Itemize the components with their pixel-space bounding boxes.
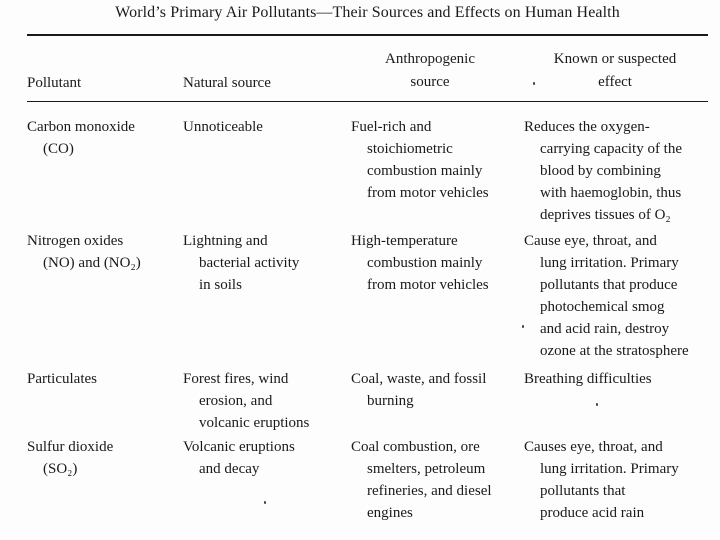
cell-line: Forest fires, wind — [183, 371, 289, 387]
cell-line: Nitrogen oxides — [27, 233, 124, 249]
cell-line: Cause eye, throat, and — [524, 233, 657, 249]
cell-anthropogenic-source — [351, 368, 486, 412]
cell-line: bacterial activity — [199, 255, 300, 271]
cell-line: Unnoticeable — [183, 119, 263, 135]
scan-speck — [533, 82, 535, 85]
cell-line: engines — [367, 505, 413, 521]
cell-line: (NO) and (NO₂) — [43, 255, 141, 271]
cell-line: Fuel-rich and — [351, 119, 432, 135]
header-anthropogenic-source — [348, 48, 512, 94]
top-rule — [27, 34, 708, 36]
cell-line: with haemoglobin, thus — [540, 185, 682, 201]
header-pollutant: Pollutant — [27, 75, 82, 91]
cell-line: deprives tissues of O₂ — [540, 207, 671, 223]
header-effect-line: Known or suspected — [553, 51, 677, 67]
cell-line: Carbon monoxide — [27, 119, 135, 135]
cell-line: smelters, petroleum — [367, 461, 486, 477]
cell-line: burning — [367, 393, 414, 409]
cell-line: Causes eye, throat, and — [524, 439, 663, 455]
scan-speck — [596, 403, 598, 406]
cell-effect — [524, 116, 682, 226]
cell-line: and decay — [199, 461, 260, 477]
cell-line: pollutants that produce — [540, 277, 678, 293]
cell-line: blood by combining — [540, 163, 661, 179]
cell-line: stoichiometric — [367, 141, 453, 157]
scan-speck — [522, 325, 524, 328]
cell-line: Lightning and — [183, 233, 268, 249]
cell-line: and acid rain, destroy — [540, 321, 670, 337]
cell-line: in soils — [199, 277, 242, 293]
cell-line: lung irritation. Primary — [540, 255, 679, 271]
cell-natural-source — [183, 230, 299, 296]
header-rule — [27, 101, 708, 102]
cell-effect — [524, 368, 652, 390]
cell-line: High-temperature — [351, 233, 458, 249]
cell-line: Coal combustion, ore — [351, 439, 480, 455]
cell-natural-source — [183, 116, 263, 138]
header-effect-line: effect — [598, 74, 632, 90]
cell-line: from motor vehicles — [367, 277, 489, 293]
cell-line: Volcanic eruptions — [183, 439, 295, 455]
cell-pollutant — [27, 368, 97, 390]
cell-line: combustion mainly — [367, 255, 483, 271]
cell-line: photochemical smog — [540, 299, 665, 315]
header-known-effect — [530, 48, 700, 94]
cell-line: Sulfur dioxide — [27, 439, 114, 455]
header-anthropogenic-line: source — [410, 74, 450, 90]
cell-anthropogenic-source — [351, 230, 489, 296]
cell-line: produce acid rain — [540, 505, 645, 521]
cell-natural-source — [183, 436, 295, 480]
cell-line: Breathing difficulties — [524, 371, 652, 387]
cell-line: Particulates — [27, 371, 97, 387]
cell-line: erosion, and — [199, 393, 273, 409]
cell-line: (CO) — [43, 141, 74, 157]
table-title: World’s Primary Air Pollutants—Their Sources and Effects on Human Health — [115, 4, 620, 21]
scan-speck — [264, 501, 266, 504]
cell-line: combustion mainly — [367, 163, 483, 179]
cell-line: Coal, waste, and fossil — [351, 371, 487, 387]
cell-line: refineries, and diesel — [367, 483, 492, 499]
cell-line: volcanic eruptions — [199, 415, 310, 431]
header-anthropogenic-line: Anthropogenic — [385, 51, 475, 67]
cell-line: (SO₂) — [43, 461, 78, 477]
cell-line: pollutants that — [540, 483, 626, 499]
cell-effect — [524, 436, 679, 524]
cell-line: ozone at the stratosphere — [540, 343, 689, 359]
cell-line: Reduces the oxygen- — [524, 119, 650, 135]
cell-pollutant — [27, 230, 141, 274]
cell-line: lung irritation. Primary — [540, 461, 679, 477]
cell-anthropogenic-source — [351, 116, 489, 204]
header-natural-source: Natural source — [183, 75, 271, 91]
cell-anthropogenic-source — [351, 436, 492, 524]
cell-effect — [524, 230, 689, 362]
cell-pollutant — [27, 116, 135, 160]
cell-pollutant — [27, 436, 113, 480]
cell-natural-source — [183, 368, 309, 434]
cell-line: from motor vehicles — [367, 185, 489, 201]
cell-line: carrying capacity of the — [540, 141, 683, 157]
